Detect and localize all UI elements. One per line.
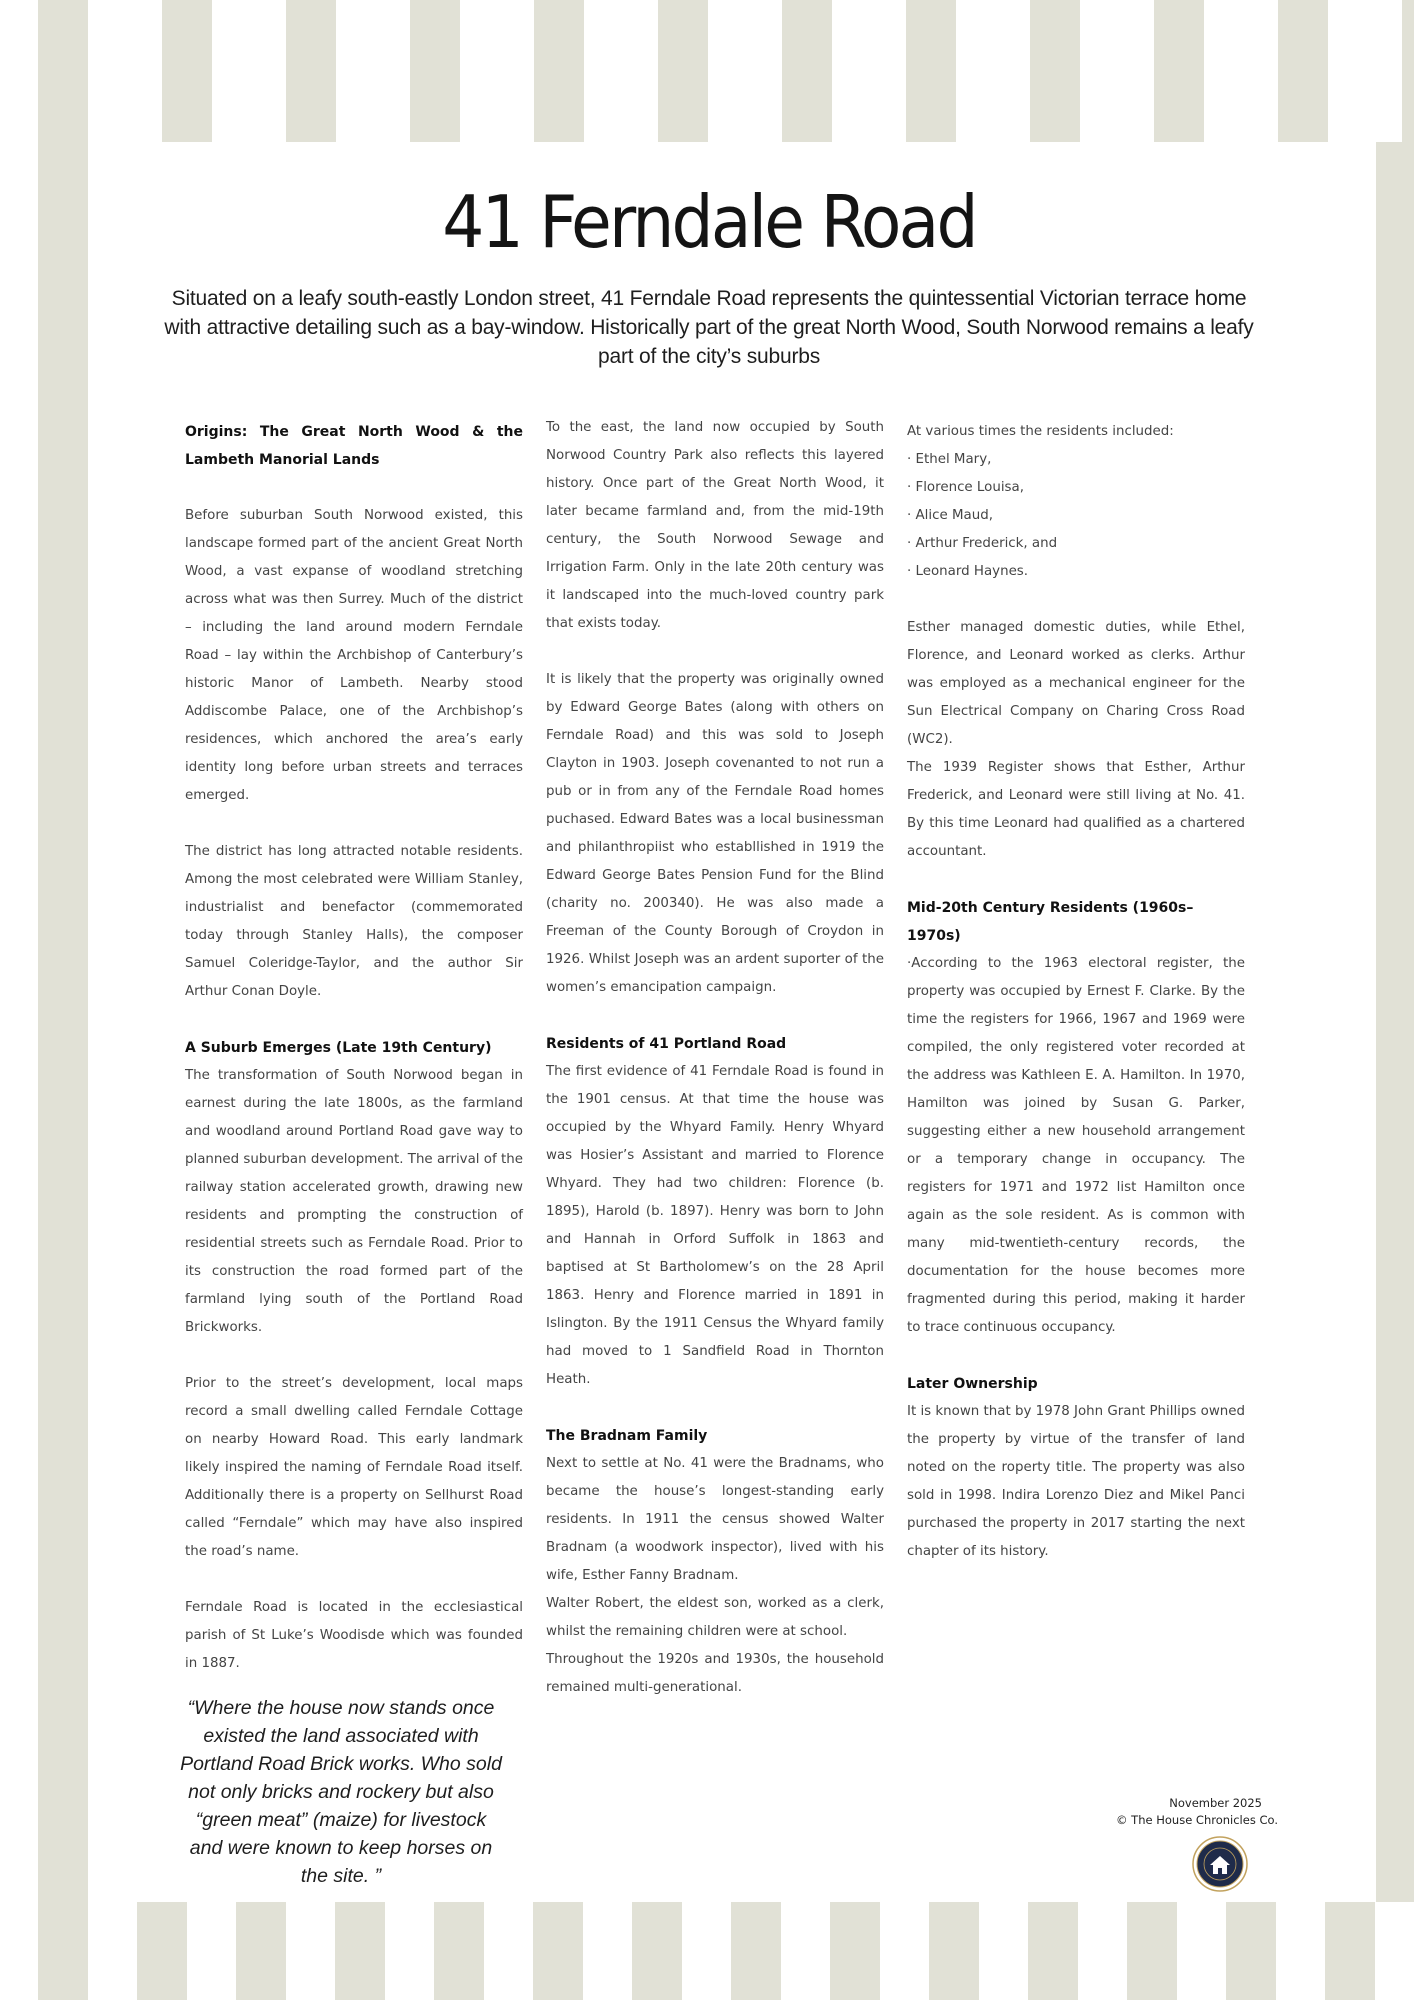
page-subtitle: Situated on a leafy south-eastly London street, 41 Ferndale Road represents the quintessential Victorian terrace home with attractive detailing such as a bay-window. Historically part of the great North Wood, South Norwood remains a leafy part of the city’s suburbs — [164, 287, 1254, 368]
column-right — [907, 418, 1245, 1566]
paragraph: It is known that by 1978 John Grant Phillips owned the property by virtue of the transfer of land noted on the roperty title. The property was also sold in 1998. Indira Lorenzo Diez and Mikel Panci purchased the property in 2017 starting the next chapter of its history. — [907, 1404, 1246, 1559]
footer-copyright: © The House Chronicles Co. — [1116, 1813, 1278, 1827]
paragraph: Ferndale Road is located in the ecclesiastical parish of St Luke’s Woodisde which was founded in 1887. — [185, 1600, 523, 1671]
house-seal-icon — [1192, 1836, 1248, 1892]
resident-list-item: · Alice Maud, — [907, 508, 993, 523]
section-heading-suburb: A Suburb Emerges (Late 19th Century) — [185, 1040, 492, 1056]
document-panel — [116, 142, 1302, 1902]
paragraph: Walter Robert, the eldest son, worked as a clerk, whilst the remaining children were at school. — [546, 1596, 884, 1639]
paragraph: The district has long attracted notable residents. Among the most celebrated were William Stanley, industrialist and benefactor (commemorated today through Stanley Halls), the composer Samuel Coleridge-Taylor, and the author Sir Arthur Conan Doyle. — [185, 844, 523, 999]
section-heading-mid-century: Mid-20th Century Residents (1960s–1970s) — [907, 900, 1194, 944]
decorative-stripes-left — [0, 142, 116, 1902]
section-heading-later-ownership: Later Ownership — [907, 1376, 1038, 1392]
resident-list-item: · Leonard Haynes. — [907, 564, 1029, 579]
resident-list-item: · Arthur Frederick, and — [907, 536, 1058, 551]
paragraph: The 1939 Register shows that Esther, Arthur Frederick, and Leonard were still living at No. 41. By this time Leonard had qualified as a chartered accountant. — [907, 760, 1245, 859]
column-left — [185, 418, 523, 1678]
paragraph: Before suburban South Norwood existed, this landscape formed part of the ancient Great North Wood, a vast expanse of woodland stretching across what was then Surrey. Much of the district – including the land around modern Ferndale Road – lay within the Archbishop of Canterbury’s historic Manor of Lambeth. Nearby stood Addiscombe Palace, one of the Archbishop’s residences, which anchored the area’s early identity long before urban streets and terraces emerged. — [185, 508, 523, 803]
page-title: 41 Ferndale Road — [442, 180, 976, 264]
paragraph: Next to settle at No. 41 were the Bradnams, who became the house’s longest-standing early residents. In 1911 the census showed Walter Bradnam (a woodwork inspector), lived with his wife, Esther Fanny Bradnam. — [546, 1456, 884, 1583]
paragraph: Throughout the 1920s and 1930s, the household remained multi-generational. — [546, 1652, 884, 1695]
section-heading-origins: Origins: The Great North Wood & the Lambeth Manorial Lands — [185, 424, 523, 468]
residents-intro: At various times the residents included: — [907, 424, 1174, 439]
decorative-stripes-bottom — [0, 1902, 1414, 2000]
pull-quote: “Where the house now stands once existed the land associated with Portland Road Brick works. Who sold not only bricks and rockery but also “green meat” (maize) for livestock and were known to keep horses on the site. ” — [180, 1697, 502, 1887]
section-heading-residents: Residents of 41 Portland Road — [546, 1036, 787, 1052]
resident-list-item: · Florence Louisa, — [907, 480, 1024, 495]
paragraph: Prior to the street’s development, local maps record a small dwelling called Ferndale Cottage on nearby Howard Road. This early landmark likely inspired the naming of Ferndale Road itself. Additionally there is a property on Sellhurst Road called “Ferndale” which may have also inspired the road’s name. — [185, 1376, 523, 1559]
resident-list-item: · Ethel Mary, — [907, 452, 992, 467]
paragraph: The first evidence of 41 Ferndale Road is found in the 1901 census. At that time the house was occupied by the Whyard Family. Henry Whyard was Hosier’s Assistant and married to Florence Whyard. They had two children: Florence (b. 1895), Harold (b. 1897). Henry was born to John and Hannah in Orford Suffolk in 1863 and baptised at St Bartholomew’s on the 28 April 1863. Henry and Florence married in 1891 in Islington. By the 1911 Census the Whyard family had moved to 1 Sandfield Road in Thornton Heath. — [546, 1064, 884, 1387]
column-middle — [546, 414, 884, 1702]
paragraph: ·According to the 1963 electoral register, the property was occupied by Ernest F. Clarke. By the time the registers for 1966, 1967 and 1969 were compiled, the only registered voter recorded at the address was Kathleen E. A. Hamilton. In 1970, Hamilton was joined by Susan G. Parker, suggesting either a new household arrangement or a temporary change in occupancy. The registers for 1971 and 1972 list Hamilton once again as the sole resident. As is common with many mid-twentieth-century records, the documentation for the house becomes more fragmented during this period, making it harder to trace continuous occupancy. — [907, 956, 1245, 1335]
footer-date: November 2025 — [1169, 1796, 1262, 1810]
paragraph: Esther managed domestic duties, while Ethel, Florence, and Leonard worked as clerks. Arthur was employed as a mechanical engineer for the Sun Electrical Company on Charing Cross Road (WC2). — [907, 620, 1245, 747]
decorative-stripes-top — [0, 0, 1414, 142]
paragraph: The transformation of South Norwood began in earnest during the late 1800s, as the farmland and woodland around Portland Road gave way to planned suburban development. The arrival of the railway station accelerated growth, drawing new residents and prompting the construction of residential streets such as Ferndale Road. Prior to its construction the road formed part of the farmland lying south of the Portland Road Brickworks. — [185, 1068, 523, 1335]
paragraph: It is likely that the property was originally owned by Edward George Bates (along with others on Ferndale Road) and this was sold to Joseph Clayton in 1903. Joseph covenanted to not run a pub or in from any of the Ferndale Road homes puchased. Edward Bates was a local businessman and philanthropiist who establlished in 1919 the Edward George Bates Pension Fund for the Blind (charity no. 200340). He was also made a Freeman of the County Borough of Croydon in 1926. Whilst Joseph was an ardent suporter of the women’s emancipation campaign. — [546, 672, 884, 995]
section-heading-bradnam: The Bradnam Family — [546, 1428, 708, 1444]
decorative-stripes-right — [1302, 142, 1414, 1902]
paragraph: To the east, the land now occupied by South Norwood Country Park also reflects this layered history. Once part of the Great North Wood, it later became farmland and, from the mid-19th century, the South Norwood Sewage and Irrigation Farm. Only in the late 20th century was it landscaped into the much-loved country park that exists today. — [546, 420, 884, 631]
